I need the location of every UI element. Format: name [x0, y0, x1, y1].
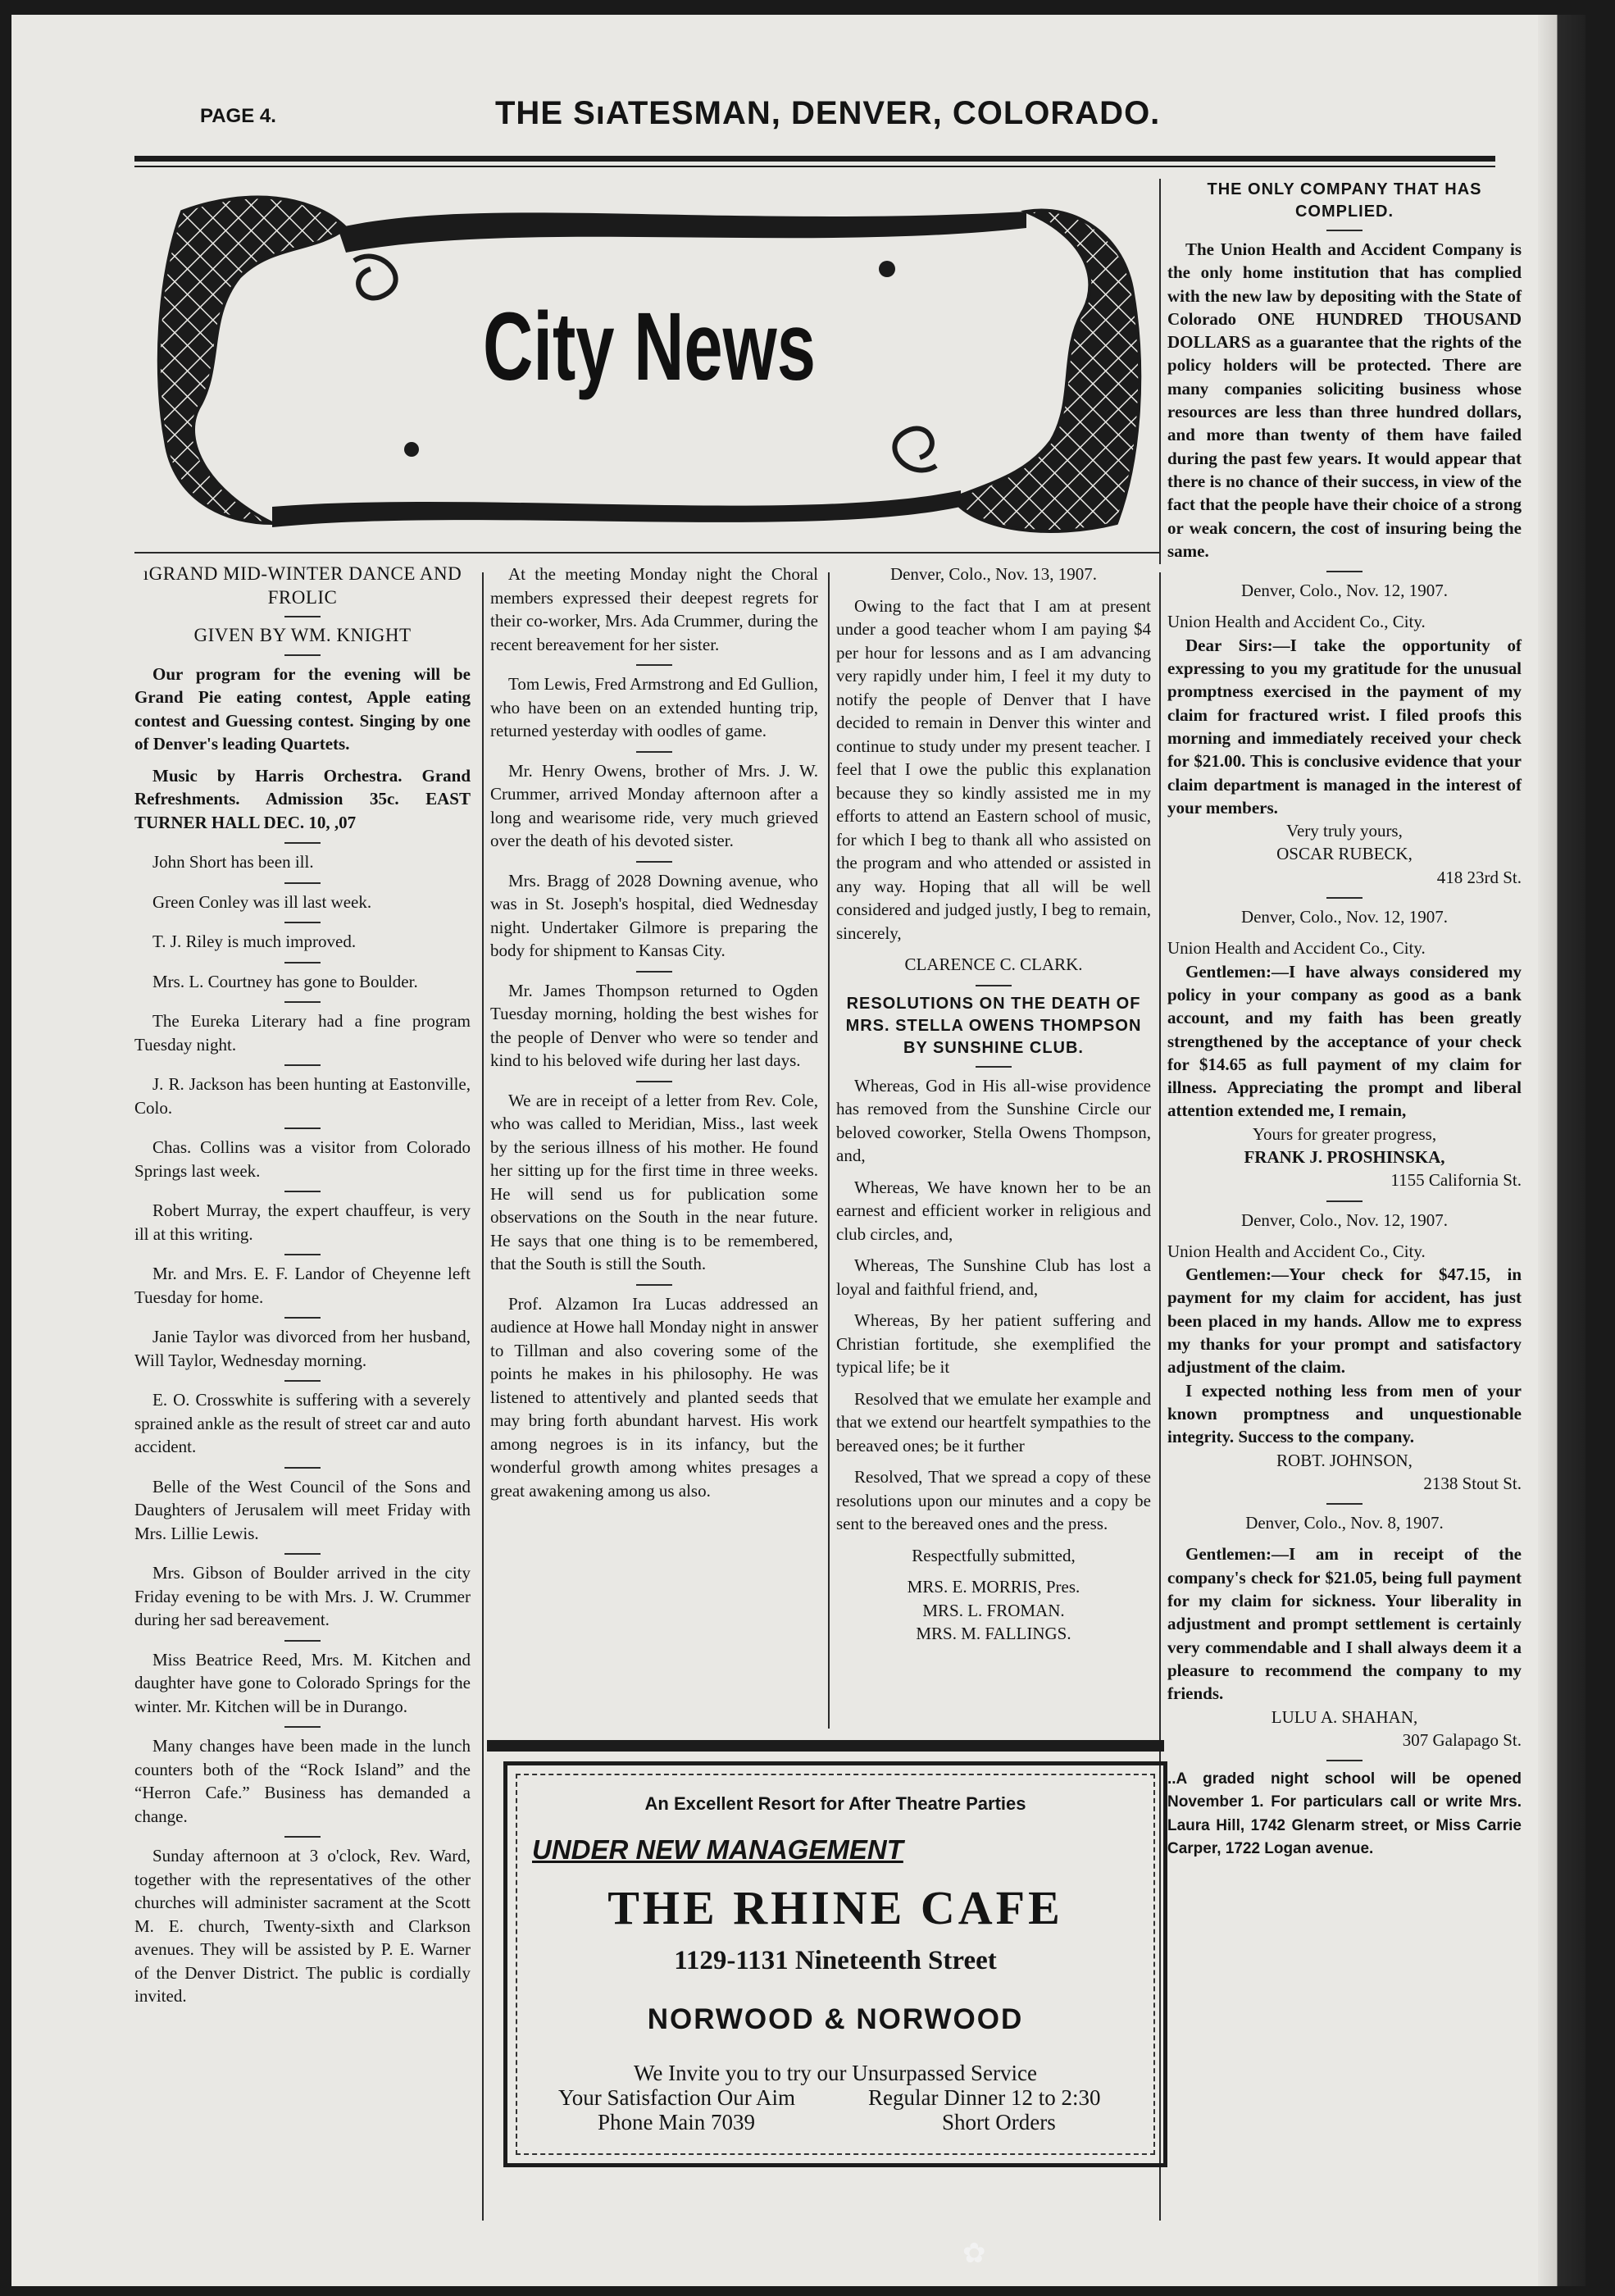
resolution-item: Resolved that we emulate her example and that we extend our heartfelt sympathies to the bereaved ones; be it further [836, 1388, 1151, 1456]
resolutions-submitted: Respectfully submitted, [912, 1545, 1076, 1565]
letter-date: Denver, Colo., Nov. 8, 1907. [1245, 1513, 1444, 1533]
letter-date: Denver, Colo., Nov. 12, 1907. [1240, 581, 1449, 601]
separator [284, 1064, 321, 1066]
letter-date: Denver, Colo., Nov. 12, 1907. [1240, 907, 1449, 927]
separator [284, 1317, 321, 1319]
column-2 [490, 563, 818, 1510]
dance-details: Music by Harris Orchestra. Grand Refreshments. Admission 35c. EAST TURNER HALL DEC. 10, ,07 [134, 765, 471, 832]
separator [284, 922, 321, 923]
banner-dot [879, 261, 895, 277]
dance-program: Our program for the evening will be Grand Pie eating contest, Apple eating contest and Guessing contest. Singing by one of Denver's leading Quartets. [134, 663, 471, 754]
ad-invite: We Invite you to try our Unsurpassed Service [634, 2061, 1037, 2085]
night-school-notice: ..A graded night school will be opened November 1. For particulars call or write Mrs. Laura Hill, 1742 Glenarm street, or Miss Carrie Carper, 1722 Logan avenue. [1167, 1770, 1522, 1857]
separator [284, 1380, 321, 1382]
ad-top-bar [487, 1740, 1164, 1752]
resolution-item: Whereas, We have known her to be an earnest and efficient worker in religious and club circles, and, [836, 1177, 1151, 1244]
letter-recipient: Union Health and Accident Co., City. [1167, 612, 1426, 632]
separator [636, 861, 672, 863]
news-item: Tom Lewis, Fred Armstrong and Ed Gullion, who have been on an extended hunting trip, returned yesterday with oodles of game. [490, 674, 818, 740]
letter-address: 307 Galapago St. [1402, 1729, 1522, 1750]
banner-frame-right [953, 210, 1140, 531]
ad-street: 1129-1131 Nineteenth Street [674, 1946, 997, 1975]
banner-frame-top [338, 212, 1026, 253]
ad-phone: Phone Main 7039 [598, 2110, 755, 2134]
ad-aim: Your Satisfaction Our Aim [558, 2085, 796, 2110]
separator [636, 971, 672, 973]
separator [284, 1128, 321, 1129]
resolutions-heading: RESOLUTIONS ON THE DEATH OF MRS. STELLA OWENS THOMPSON BY SUNSHINE CLUB. [845, 994, 1142, 1057]
resolution-item: Whereas, The Sunshine Club has lost a loyal and faithful friend, and, [836, 1255, 1151, 1299]
news-item: Mrs. Bragg of 2028 Downing avenue, who was in St. Joseph's hospital, died Wednesday night. Undertaker Gilmore is preparing the body for shipment to Kansas City. [490, 870, 818, 960]
separator [1326, 1760, 1363, 1761]
letter-body: Gentlemen:—Your check for $47.15, in payment for my claim for accident, has just been placed in my hands. Allow me to express my thanks for your prompt and satisfactory adjustment of the claim. [1167, 1264, 1522, 1378]
letter-close: Very truly yours, [1286, 821, 1403, 841]
news-item: Mr. Henry Owens, brother of Mrs. J. W. Crummer, arrived Monday afternoon after a long and wearisome ride, very much grieved over the death of his devoted sister. [490, 760, 818, 850]
newspaper-title: THE SıATESMAN, DENVER, COLORADO. [495, 95, 1161, 131]
banner-scroll [354, 257, 396, 298]
separator [284, 882, 321, 884]
separator [1326, 571, 1363, 572]
separator [284, 1001, 321, 1003]
news-item: Belle of the West Council of the Sons and Daughters of Jerusalem will meet Friday with Mrs. Lillie Lewis. [134, 1476, 471, 1543]
news-item: Mrs. Gibson of Boulder arrived in the city Friday evening to be with Mrs. J. W. Crummer during her sad bereavement. [134, 1563, 471, 1629]
letter-close: Yours for greater progress, [1252, 1123, 1437, 1144]
banner-dot-2 [404, 442, 419, 457]
letter-address: 1155 California St. [1390, 1170, 1522, 1191]
letter-signer: CLARENCE C. CLARK. [904, 954, 1083, 974]
news-item: We are in receipt of a letter from Rev. Cole, who was called to Meridian, Miss., last week by the serious illness of his mother. He found her sitting up for the first time in three weeks. He will send us for publication some observations on the South in the near future. He says that one thing is to be remembered, that the South is still the South. [490, 1090, 818, 1273]
news-item: J. R. Jackson has been hunting at Eastonville, Colo. [134, 1074, 471, 1118]
news-item: Mrs. L. Courtney has gone to Boulder. [152, 971, 418, 991]
column-4 [1167, 179, 1522, 1869]
banner-title: City News [483, 292, 816, 401]
letter-signer: ROBT. JOHNSON, [1276, 1450, 1413, 1470]
resolution-signer: MRS. M. FALLINGS. [916, 1624, 1071, 1643]
news-item: Sunday afternoon at 3 o'clock, Rev. Ward, together with the representatives of the other churches will administer sacrament at the Scott M. E. church, Twenty-sixth and Clarkson avenues. They will be assisted by P. E. Warner of the Denver District. The public is cordially invited. [134, 1846, 471, 2006]
news-item: Many changes have been made in the lunch counters both of the “Rock Island” and the “Herron Cafe.” Business has demanded a change. [134, 1736, 471, 1826]
letter-body: Gentlemen:—I have always considered my policy in your company as good as a bank account, and my faith has been greatly strengthened by the acceptance of your check for $14.65 as full payment of my claim for illness. Appreciating the prompt and liberal attention extended me, I remain, [1167, 961, 1522, 1121]
letter-recipient: Union Health and Accident Co., City. [1167, 1241, 1426, 1261]
separator [284, 1640, 321, 1642]
letter-recipient: Union Health and Accident Co., City. [1167, 938, 1426, 959]
banner-frame-bottom [272, 490, 961, 527]
banner-base-rule [134, 552, 1159, 554]
letter-body: Gentlemen:—I am in receipt of the company's check for $21.05, being full payment for my claim for sickness. Your liberality in adjustment and prompt settlement is certainly very commendable and I shall always deem it a pleasure to recommend the company to my friends. [1167, 1544, 1522, 1704]
resolution-signer: MRS. E. MORRIS, Pres. [907, 1577, 1080, 1597]
letter-date: Denver, Colo., Nov. 13, 1907. [889, 564, 1098, 584]
rhine-cafe-ad [503, 1761, 1167, 2167]
separator [284, 1553, 321, 1555]
separator [636, 1284, 672, 1286]
news-item: Janie Taylor was divorced from her husband, Will Taylor, Wednesday morning. [134, 1327, 471, 1370]
masthead [134, 95, 1544, 144]
page-edge-shadow [1538, 15, 1585, 2286]
company-heading: THE ONLY COMPANY THAT HAS COMPLIED. [1207, 180, 1482, 221]
separator [1326, 230, 1363, 231]
separator [636, 751, 672, 753]
news-item: Mr. James Thompson returned to Ogden Tuesday morning, holding the best wishes for the people of Denver who were so tender and kind to his beloved wife during her last days. [490, 980, 818, 1070]
letter-address: 418 23rd St. [1436, 867, 1522, 887]
letter-date: Denver, Colo., Nov. 12, 1907. [1240, 1210, 1449, 1230]
letter-signer: LULU A. SHAHAN, [1271, 1706, 1418, 1727]
separator [284, 842, 321, 844]
separator [284, 1191, 321, 1192]
separator [284, 1726, 321, 1728]
banner-scroll-2 [894, 428, 936, 470]
ad-management: UNDER NEW MANAGEMENT [532, 1834, 903, 1865]
separator [1326, 1200, 1363, 1202]
city-news-banner [149, 179, 1149, 548]
news-item: Robert Murray, the expert chauffeur, is very ill at this writing. [134, 1200, 471, 1244]
masthead-rule-thin [134, 166, 1495, 167]
column-rule-right-banner [1159, 179, 1161, 564]
resolution-item: Resolved, That we spread a copy of these resolutions upon our minutes and a copy be sent to the bereaved ones and the press. [836, 1467, 1151, 1533]
dance-heading: ıGRAND MID-WINTER DANCE AND FROLIC [143, 563, 462, 608]
separator [976, 985, 1012, 986]
column-rule-1 [482, 572, 484, 2221]
letter-signer: OSCAR RUBECK, [1276, 844, 1413, 864]
separator [284, 1467, 321, 1469]
page-number: PAGE 4. [200, 105, 276, 127]
separator [1326, 897, 1363, 899]
masthead-rule [134, 156, 1495, 162]
news-item: Mr. and Mrs. E. F. Landor of Cheyenne left Tuesday for home. [134, 1264, 471, 1307]
ad-orders: Short Orders [942, 2110, 1056, 2134]
ad-cafe-name: THE RHINE CAFE [607, 1881, 1063, 1934]
resolution-item: Whereas, God in His all-wise providence has removed from the Sunshine Circle our beloved coworker, Stella Owens Thompson, and, [836, 1075, 1151, 1165]
separator [284, 654, 321, 656]
column-1 [134, 563, 471, 2016]
dance-subheading: GIVEN BY WM. KNIGHT [193, 625, 412, 645]
ad-owners: NORWOOD & NORWOOD [647, 2003, 1024, 2035]
newspaper-page [11, 15, 1585, 2286]
news-item: Miss Beatrice Reed, Mrs. M. Kitchen and daughter have gone to Colorado Springs for the winter. Mr. Kitchen will be in Durango. [134, 1649, 471, 1716]
company-intro: The Union Health and Accident Company is the only home institution that has complied with the new law by depositing with the State of Colorado ONE HUNDRED THOUSAND DOLLARS as a guarantee that the rights of the policy holders will be protected. There are many companies soliciting business whose resources are less than three hundred dollars, and more than twenty of them have failed during the past few years. It would appear that there is no chance of their success, in view of the fact that the people have their choice of a strong or weak concern, the cost of insuring being the same. [1167, 239, 1522, 561]
separator [636, 1081, 672, 1082]
separator [284, 962, 321, 963]
column-3 [836, 563, 1151, 1646]
resolution-signer: MRS. L. FROMAN. [922, 1600, 1065, 1620]
banner-frame-left [159, 198, 346, 523]
ink-smudge-icon: ✿ [962, 2239, 986, 2269]
column-rule-2 [828, 572, 830, 1729]
separator [636, 664, 672, 666]
news-item: At the meeting Monday night the Choral members expressed their deepest regrets for their co-worker, Mrs. Ada Crummer, during the recent bereavement for her sister. [490, 564, 818, 654]
letter-body: Dear Sirs:—I take the opportunity of expressing to you my gratitude for the unusual promptness exercised in the payment of my claim for fractured wrist. I filed proofs this morning and immediately received your check for $21.00. This is conclusive evidence that your claim department is managed in the interest of your members. [1167, 635, 1522, 818]
resolution-item: Whereas, By her patient suffering and Christian fortitude, she exemplified the typical life; be it [836, 1310, 1151, 1377]
separator [1326, 1503, 1363, 1505]
letter-body-continued: I expected nothing less from men of your known promptness and unquestionable integrity. Success to the company. [1167, 1380, 1522, 1447]
news-item: John Short has been ill. [152, 852, 314, 872]
letter-address: 2138 Stout St. [1423, 1473, 1522, 1493]
letter-signer: FRANK J. PROSHINSKA, [1244, 1146, 1445, 1167]
news-item: The Eureka Literary had a fine program Tuesday night. [134, 1011, 471, 1055]
separator [284, 1836, 321, 1838]
separator [284, 616, 321, 617]
news-item: Green Conley was ill last week. [152, 891, 372, 912]
ad-tagline: An Excellent Resort for After Theatre Parties [644, 1793, 1026, 1814]
ad-dinner: Regular Dinner 12 to 2:30 [868, 2085, 1101, 2110]
news-item: E. O. Crosswhite is suffering with a severely sprained ankle as the result of street car and auto accident. [134, 1390, 471, 1456]
news-item: Prof. Alzamon Ira Lucas addressed an audience at Howe hall Monday night in answer to Tillman and also covering some of the points he makes in his philosophy. He was listened to attentively and planted seeds that may bring forth abundant harvest. His work among negroes is in its infancy, but the wonderful growth among whites presages a great awakening among us also. [490, 1293, 818, 1501]
news-item: T. J. Riley is much improved. [152, 932, 357, 951]
letter-body: Owing to the fact that I am at present under a good teacher whom I am paying $4 per hour for lessons and as I am advancing very rapidly under him, I feel it my duty to notify the people of Denver that I have decided to remain in Denver this winter and continue to study under my present teacher. I feel that I owe the public this explanation because they so kindly assisted me in my efforts to attend an Eastern school of music, for which I beg to thank all who assisted on the program and who attended or assisted in any way. Hoping that all will be well considered and judged justly, I beg to remain, sincerely, [836, 595, 1151, 943]
news-item: Chas. Collins was a visitor from Colorado Springs last week. [134, 1137, 471, 1181]
separator [976, 1066, 1012, 1068]
separator [284, 1254, 321, 1255]
